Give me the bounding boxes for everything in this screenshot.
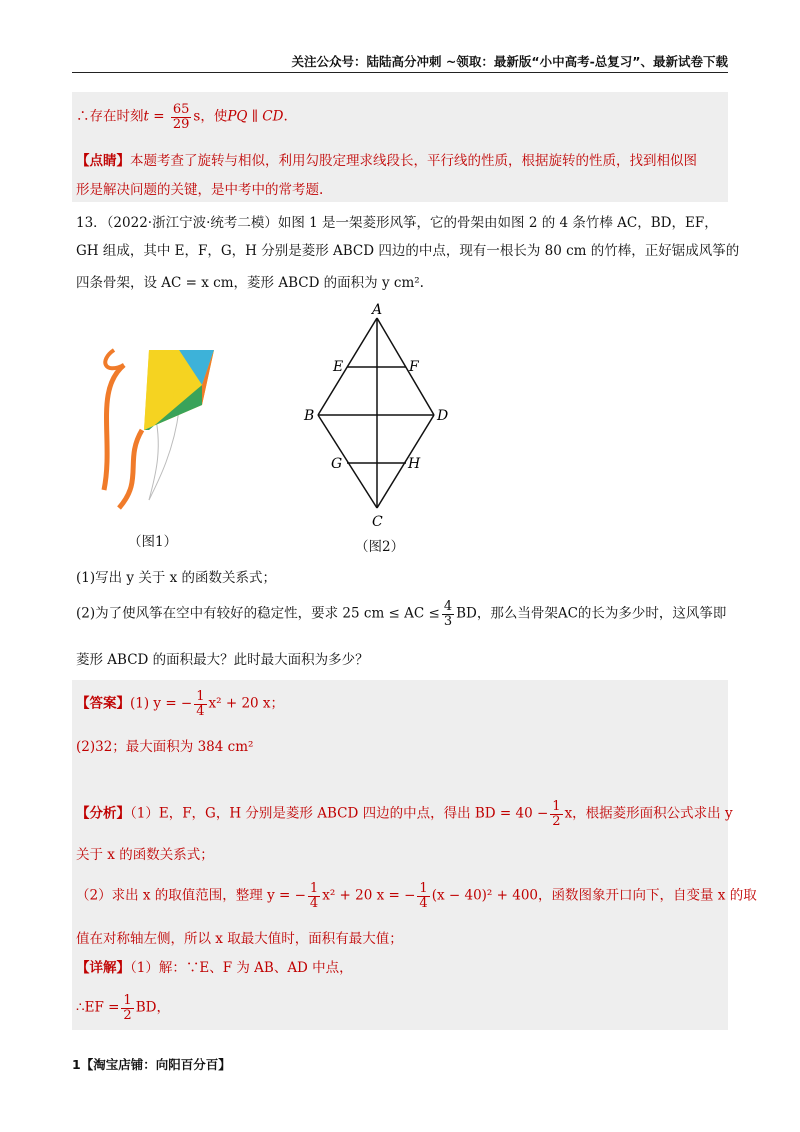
prev-comment-line1 [76,151,697,171]
q2-text-a: (2)为了使风筝在空中有较好的稳定性，要求 25 cm ≤ AC ≤ [76,605,440,622]
unit-text: s，使 [193,108,228,125]
kite-illustration [84,330,234,520]
label-B: B [304,408,315,424]
fraction-denominator: 3 [443,613,453,629]
question-2-line-1 [76,600,726,628]
t-variable: t [143,108,149,125]
label-H: H [408,456,421,472]
analysis-2-c: (x − 40)² + 400，函数图象开口向下，自变量 x 的取 [431,887,757,904]
q2-text-b: BD，那么当骨架AC的长为多少时，这风筝即 [456,605,727,622]
parallel-statement: PQ ∥ CD [227,108,284,125]
analysis-1-a: （1）E，F，G，H 分别是菱形 ABCD 四边的中点，得出 BD = 40 − [130,805,549,822]
answer-1-a: (1) y = − [130,695,193,712]
fraction-numerator: 1 [552,799,561,814]
problem-line-3: 四条骨架，设 AC = x cm，菱形 ABCD 的面积为 y cm². [76,275,424,291]
analysis-line-4: 值在对称轴左侧，所以 x 取最大值时，面积有最大值； [76,931,403,947]
analysis-line-3 [76,882,757,910]
label-F: F [409,359,419,375]
fraction-numerator: 4 [443,599,453,614]
label-C: C [372,514,383,530]
comment-label: 【点睛】 [76,153,130,169]
kite-tail-right [119,430,142,508]
analysis-2-b: x² + 20 x = − [322,887,416,904]
fraction-numerator: 65 [172,102,190,117]
problem-line-2: GH 组成，其中 E，F，G，H 分别是菱形 ABCD 四边的中点，现有一根长为 80 cm 的竹棒，正好锯成风筝的 [76,243,740,259]
edge-DC [377,415,434,508]
answer-line-1 [76,690,284,718]
analysis-line-2: 关于 x 的函数关系式； [76,847,214,863]
problem-line-1: 13．（2022·浙江宁波·统考二模）如图 1 是一架菱形风筝，它的骨架由如图 2 的 4 条竹棒 AC，BD，EF， [76,215,718,231]
detail-label: 【详解】 [76,960,130,976]
fraction-denominator: 4 [419,895,428,911]
fraction-numerator: 1 [419,881,428,896]
kite-ribbon [105,350,124,368]
time-fraction [171,103,192,131]
question-1: (1)写出 y 关于 x 的函数关系式； [76,570,277,586]
prev-comment-line2: 形是解决问题的关键，是中考中的常考题. [76,182,324,198]
answer-line-2: (2)32；最大面积为 384 cm² [76,739,254,755]
kite-flower-1 [179,363,189,373]
kite-flower-2 [173,389,185,401]
fraction-numerator: 1 [309,881,319,896]
kite-tail-left [104,365,124,490]
answer-label: 【答案】 [76,695,130,712]
page-header: 关注公众号：陆陆高分冲刺 ~领取：最新版“小中高考-总复习”、最新试卷下载 [291,54,728,69]
label-E: E [333,359,344,375]
fraction-denominator: 4 [196,703,205,719]
detail-line-1 [76,958,353,978]
fraction-denominator: 29 [172,116,190,132]
edge-BC [318,415,377,508]
analysis-label: 【分析】 [76,805,130,822]
analysis-2-fraction-1 [308,882,320,910]
page-footer: 1【淘宝店铺：向阳百分百】 [72,1057,231,1072]
detail-fraction [121,994,133,1022]
label-D: D [437,408,449,424]
detail-2-a: ∴EF = [76,999,120,1016]
header-rule [72,72,728,73]
q2-fraction [442,600,454,628]
fraction-numerator: 1 [123,993,132,1008]
answer-1-b: x² + 20 x； [208,695,285,712]
detail-line-2 [76,994,170,1022]
analysis-1-b: x，根据菱形面积公式求出 y [564,805,733,822]
label-A: A [372,302,383,318]
fraction-denominator: 4 [309,895,319,911]
analysis-line-1 [76,800,733,828]
equals-sign: = [148,108,169,125]
label-G: G [331,456,343,472]
figure-1-caption: （图1） [128,534,178,550]
comment-text: 本题考查了旋转与相似，利用勾股定理求线段长，平行线的性质，根据旋转的性质，找到相似图 [130,153,697,169]
rhombus-diagram [300,300,460,536]
answer-1-fraction [194,690,206,718]
fraction-denominator: 2 [552,813,561,829]
detail-2-b: BD， [135,999,170,1016]
period: . [283,108,288,125]
fraction-denominator: 2 [123,1007,132,1023]
figure-2-caption: （图2） [355,539,405,555]
question-2-line-2: 菱形 ABCD 的面积最大？此时最大面积为多少？ [76,652,369,668]
analysis-2-a: （2）求出 x 的取值范围，整理 y = − [76,887,306,904]
conclusion-prefix: ∴存在时刻 [76,108,144,125]
analysis-2-fraction-2 [417,882,429,910]
fraction-numerator: 1 [196,689,205,704]
detail-text-1: （1）解：∵E、F 为 AB、AD 中点， [130,960,353,976]
analysis-1-fraction [550,800,562,828]
prev-conclusion [76,103,288,131]
